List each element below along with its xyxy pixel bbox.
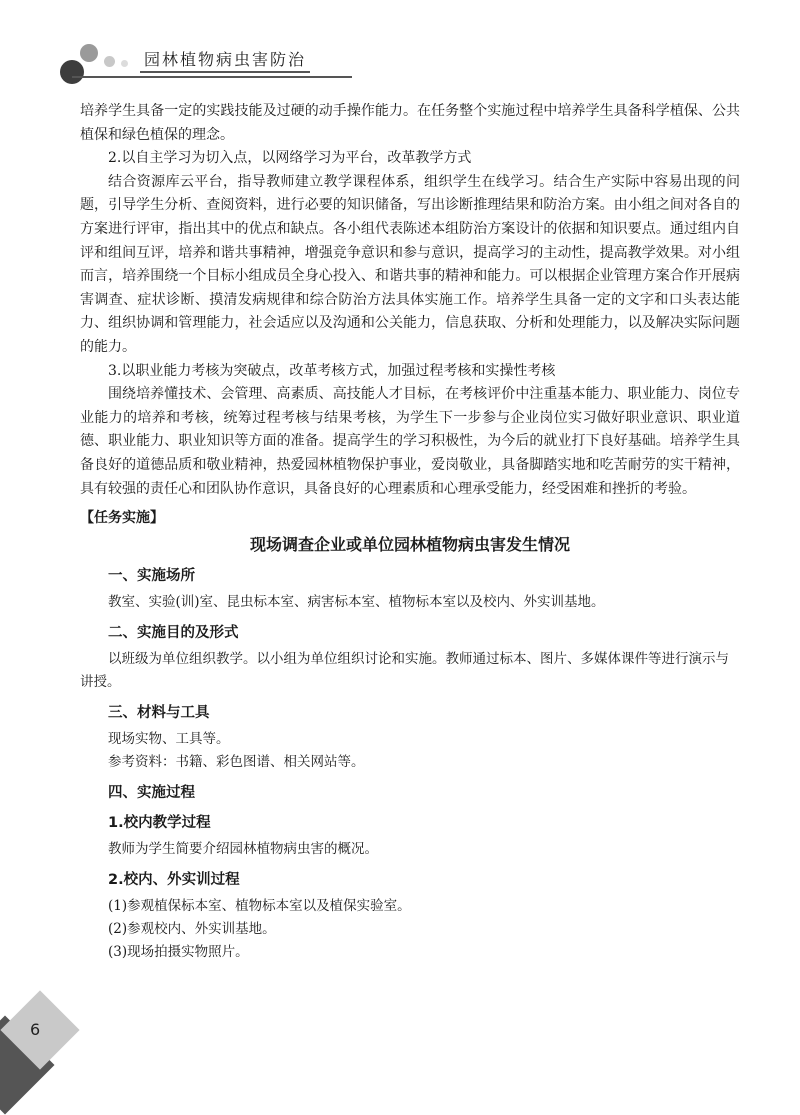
section-text: 以班级为单位组织教学。以小组为单位组织讨论和实施。教师通过标本、图片、多媒体课件等进行演示与讲授。 [80, 650, 729, 690]
section-heading: 三、材料与工具 [108, 704, 210, 721]
list-item: (2)参观校内、外实训基地。 [108, 920, 276, 937]
section-heading: 二、实施目的及形式 [108, 624, 239, 641]
running-header-title: 园林植物病虫害防治 [140, 49, 310, 73]
body-paragraph: 培养学生具备一定的实践技能及过硬的动手操作能力。在任务整个实施过程中培养学生具备科学植保、公共植保和绿色植保的理念。 [80, 103, 740, 143]
subsection-heading: 2.校内、外实训过程 [108, 871, 240, 888]
header-decoration-dot [80, 44, 98, 62]
section-title: 现场调查企业或单位园林植物病虫害发生情况 [249, 534, 570, 554]
body-subheading: 3.以职业能力考核为突破点，改革考核方式，加强过程考核和实操性考核 [108, 362, 556, 379]
header-rule [72, 76, 352, 78]
page-number: 6 [30, 1020, 41, 1039]
body-paragraph: 结合资源库云平台，指导教师建立教学课程体系，组织学生在线学习。结合生产实际中容易出现的问题，引导学生分析、查阅资料，进行必要的知识储备，写出诊断推理结果和防治方案。由小组之间对各自的方案进行评审，指出其中的优点和缺点。各小组代表陈述本组防治方案设计的依据和知识要点。通过组内自评和组间互评，培养和谐共事精神，增强竞争意识和参与意识，提高学习的主动性，提高教学效果。对小组而言，培养围绕一个目标小组成员全身心投入、和谐共事的精神和能力。可以根据企业管理方案合作开展病害调查、症状诊断、摸清发病规律和综合防治方法具体实施工作。培养学生具备一定的文字和口头表达能力、组织协调和管理能力，社会适应以及沟通和公关能力，信息获取、分析和处理能力，以及解决实际问题的能力。 [80, 173, 740, 355]
body-subheading: 2.以自主学习为切入点，以网络学习为平台，改革教学方式 [108, 150, 472, 167]
header-decoration-dot [121, 60, 128, 67]
header-decoration-dot [60, 60, 84, 84]
section-text: 教师为学生简要介绍园林植物病虫害的概况。 [108, 840, 378, 857]
section-heading: 一、实施场所 [108, 567, 195, 584]
section-text: 教室、实验(训)室、昆虫标本室、病害标本室、植物标本室以及校内、外实训基地。 [108, 593, 605, 610]
subsection-heading: 1.校内教学过程 [108, 814, 211, 831]
section-text: 参考资料：书籍、彩色图谱、相关网站等。 [108, 753, 365, 770]
page-content [80, 100, 740, 964]
list-item: (3)现场拍摄实物照片。 [108, 943, 249, 960]
task-tag: 【任务实施】 [80, 510, 164, 527]
list-item: (1)参观植保标本室、植物标本室以及植保实验室。 [108, 897, 411, 914]
section-text: 现场实物、工具等。 [108, 730, 230, 747]
section-heading: 四、实施过程 [108, 784, 195, 801]
body-paragraph: 围绕培养懂技术、会管理、高素质、高技能人才目标，在考核评价中注重基本能力、职业能力、岗位专业能力的培养和考核，统筹过程考核与结果考核，为学生下一步参与企业岗位实习做好职业意识、职业道德、职业能力、职业知识等方面的准备。提高学生的学习积极性，为今后的就业打下良好基础。培养学生具备良好的道德品质和敬业精神，热爱园林植物保护事业，爱岗敬业，具备脚踏实地和吃苦耐劳的实干精神，具有较强的责任心和团队协作意识，具备良好的心理素质和心理承受能力，经受困难和挫折的考验。 [80, 386, 740, 497]
header-decoration-dot [104, 56, 115, 67]
